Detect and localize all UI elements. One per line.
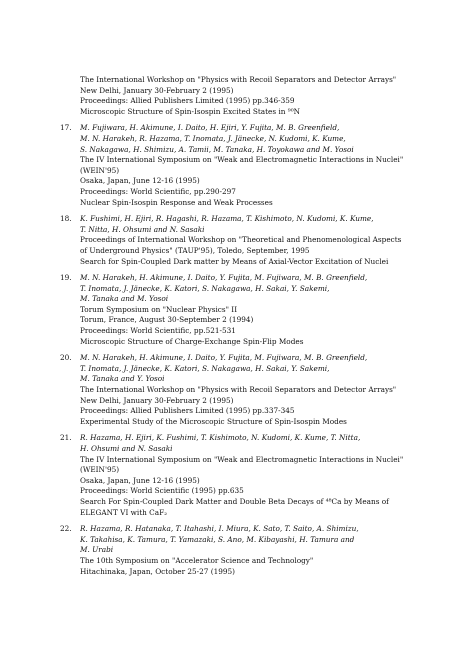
entry-line: Torum Symposium on "Nuclear Physics" II [80, 304, 238, 314]
entry-number: 21. [60, 433, 72, 443]
entry-line: Osaka, Japan, June 12-16 (1995) [80, 176, 200, 186]
entry-authors: M. Urabi [80, 545, 114, 555]
entry-number: 18. [60, 214, 72, 224]
entry-line: The International Workshop on "Physics with Recoil Separators and Detector Arrays" [80, 385, 397, 395]
entry-authors: K. Fushimi, H. Ejiri, R. Hagashi, R. Hazama, T. Kishimoto, N. Kudomi, K. Kume, [80, 214, 374, 224]
entry-authors: M. Tanaka and M. Yosoi [80, 294, 169, 304]
entry-authors: R. Hazama, R. Hatanaka, T. Itahashi, I. Miura, K. Sato, T. Saito, A. Shimizu, [80, 524, 359, 534]
entry-authors: M. N. Harakeh, H. Akimune, I. Daito, Y. Fujita, M. Fujiwara, M. B. Greenfield, [80, 273, 368, 283]
entry-line: Microscopic Structure of Spin-Isospin Excited States in ⁹⁰N [80, 106, 301, 116]
entry-authors: T. Inomata, J. Jänecke, K. Katori, S. Nakagawa, H. Sakai, Y. Sakemi, [80, 283, 330, 293]
entry-authors: M. Fujiwara, H. Akimune, I. Daito, H. Ejiri, Y. Fujita, M. B. Greenfield, [80, 123, 340, 133]
reference-entry [60, 123, 452, 208]
entry-line: The 10th Symposium on "Accelerator Science and Technology" [80, 555, 314, 565]
entry-authors: K. Takahisa, K. Tamura, T. Yamazaki, S. Ano, M. Kibayashi, H. Tamura and [80, 534, 355, 544]
entry-number: 20. [60, 353, 72, 363]
reference-entry [60, 433, 452, 518]
entry-line: Nuclear Spin-Isospin Response and Weak Processes [80, 197, 273, 207]
entry-line: Experimental Study of the Microscopic Structure of Spin-Isospin Modes [80, 416, 347, 426]
entry-authors: R. Hazama, H. Ejiri, K. Fushimi, T. Kishimoto, N. Kudomi, K. Kume, T. Nitta, [80, 433, 361, 443]
entry-line: Search for Spin-Coupled Dark matter by Means of Axial-Vector Excitation of Nuclei [80, 256, 389, 266]
reference-entry [60, 273, 452, 347]
reference-entry [60, 353, 452, 427]
entry-line: (WEIN'95) [80, 165, 120, 175]
entry-number: 17. [60, 123, 72, 133]
entry-line: of Underground Physics" (TAUP'95), Toledo, September, 1995 [80, 245, 310, 255]
entry-line: ELEGANT VI with CaF₂ [80, 507, 168, 517]
entry-line: New Delhi, January 30-February 2 (1995) [80, 85, 234, 95]
entry-line: The IV International Symposium on "Weak and Electromagnetic Interactions in Nuclei" [80, 454, 404, 464]
reference-entry [60, 524, 452, 577]
entry-line: Torum, France, August 30-September 2 (1994) [80, 315, 254, 325]
entry-line: The IV International Symposium on "Weak and Electromagnetic Interactions in Nuclei" [80, 155, 404, 165]
reference-entry-continued [80, 75, 452, 117]
reference-entry [60, 214, 452, 267]
entry-authors: T. Inomata, J. Jänecke, K. Katori, S. Nakagawa, H. Sakai, Y. Sakemi, [80, 363, 330, 373]
entry-line: Search For Spin-Coupled Dark Matter and Double Beta Decays of ⁴⁸Ca by Means of [80, 496, 389, 506]
entry-line: Hitachinaka, Japan, October 25-27 (1995) [80, 566, 236, 576]
entry-line: Proceedings of International Workshop on "Theoretical and Phenomenological Aspects [80, 235, 402, 245]
entry-line: The International Workshop on "Physics with Recoil Separators and Detector Arrays" [80, 75, 397, 84]
entry-line: Proceedings: World Scientific (1995) pp.635 [80, 486, 244, 496]
entry-line: Osaka, Japan, June 12-16 (1995) [80, 475, 200, 485]
entry-authors: M. N. Harakeh, H. Akimune, I. Daito, Y. Fujita, M. Fujiwara, M. B. Greenfield, [80, 353, 368, 363]
entry-number: 19. [60, 273, 72, 283]
entry-line: Microscopic Structure of Charge-Exchange Spin-Flip Modes [80, 336, 304, 346]
entry-authors: T. Nitta, H. Ohsumi and N. Sasaki [80, 224, 205, 234]
entry-line: Proceedings: Allied Publishers Limited (1995) pp.337-345 [80, 406, 295, 416]
entry-authors: M. Tanaka and Y. Yosoi [80, 374, 165, 384]
entry-line: Proceedings: World Scientific, pp.521-531 [80, 326, 236, 336]
entry-line: New Delhi, January 30-February 2 (1995) [80, 395, 234, 405]
entry-line: Proceedings: World Scientific, pp.290-297 [80, 186, 236, 196]
entry-authors: S. Nakagawa, H. Shimizu, A. Tamii, M. Tanaka, H. Toyokawa and M. Yosoi [80, 144, 354, 154]
entry-line: Proceedings: Allied Publishers Limited (1995) pp.346-359 [80, 96, 295, 106]
entry-authors: H. Ohsumi and N. Sasaki [80, 444, 173, 453]
entry-number: 22. [60, 524, 72, 534]
reference-list [60, 75, 452, 577]
entry-authors: M. N. Harakeh, R. Hazama, T. Inomata, J. Jänecke, N. Kudomi, K. Kume, [80, 133, 346, 143]
entry-line: (WEIN'95) [80, 465, 120, 475]
